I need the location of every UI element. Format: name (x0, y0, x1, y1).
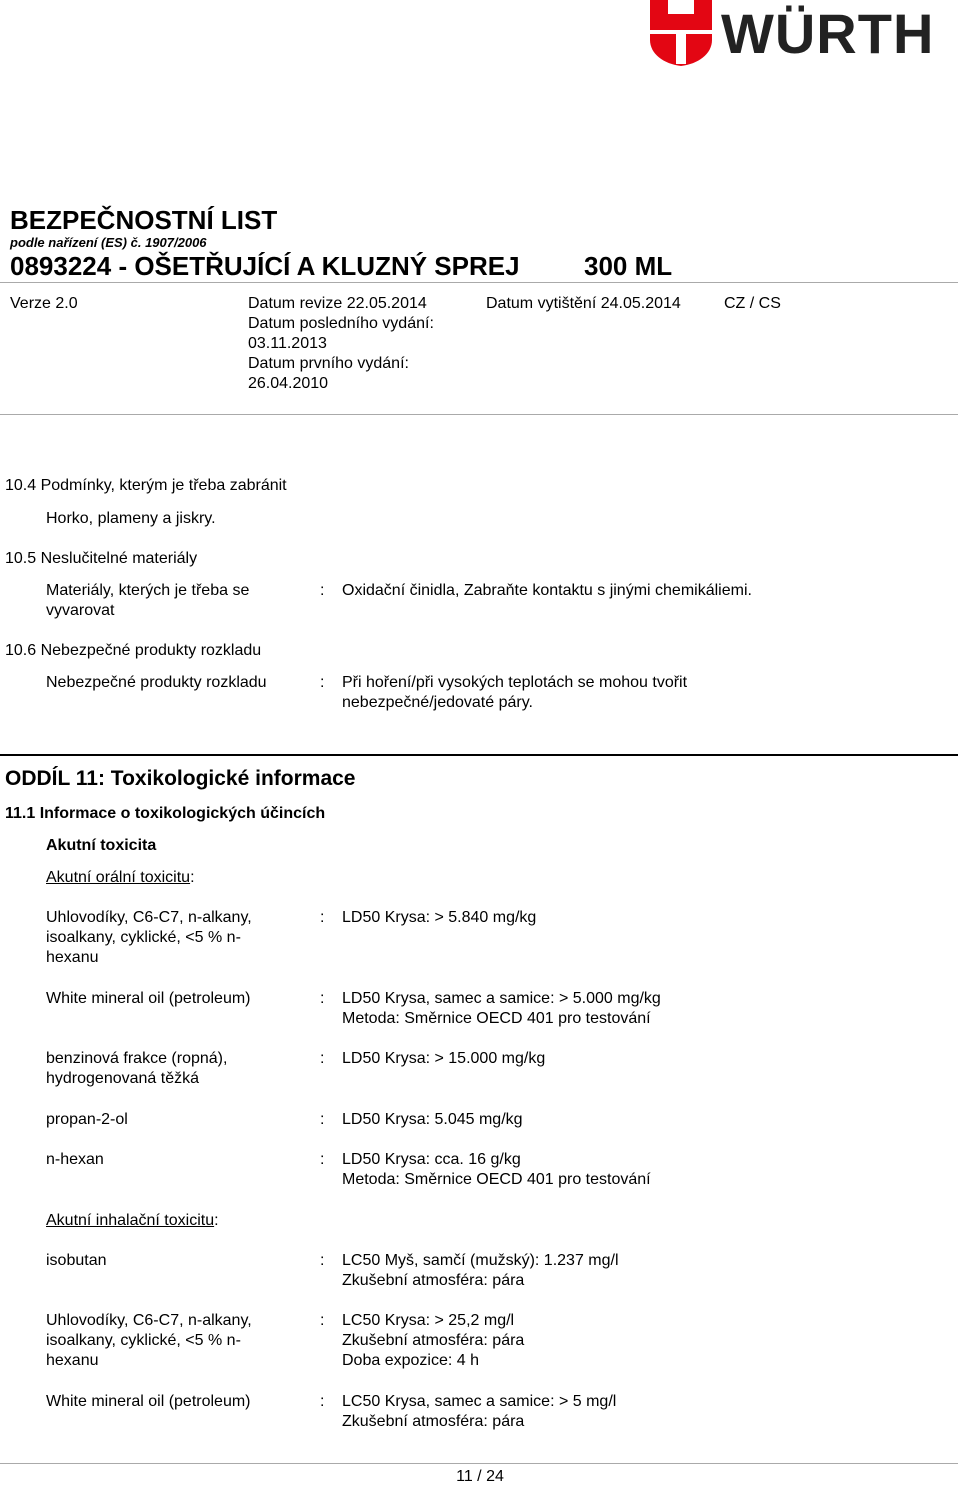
section-10-5-value: Oxidační činidla, Zabraňte kontaktu s jinými chemikáliemi. (342, 582, 752, 599)
product-name: 0893224 - OŠETŘUJÍCÍ A KLUZNÝ SPREJ (10, 251, 520, 281)
section-10-4-text: Horko, plameny a jiskry. (46, 510, 216, 527)
section-10-6-value: Při hoření/při vysokých teplotách se mohou tvořit nebezpečné/jedovaté páry. (342, 674, 688, 711)
inhal-row-3-label: White mineral oil (petroleum) (46, 1393, 251, 1410)
oral-row-1-value: LD50 Krysa: > 5.840 mg/kg (342, 909, 537, 926)
section-10-6-heading: 10.6 Nebezpečné produkty rozkladu (5, 642, 262, 659)
inhal-row-1-value: LC50 Myš, samčí (mužský): 1.237 mg/l Zkušební atmosféra: pára (342, 1252, 619, 1289)
revision-dates (248, 294, 478, 394)
revision-date: Datum revize 22.05.2014 (248, 295, 427, 312)
oral-row-1-colon: : (320, 909, 325, 926)
document-subtitle: podle nařízení (ES) č. 1907/2006 (10, 235, 207, 250)
document-title: BEZPEČNOSTNÍ LIST (10, 205, 278, 235)
inhal-row-2-label: Uhlovodíky, C6-C7, n-alkany, isoalkany, cyklické, <5 % n- hexanu (46, 1312, 252, 1369)
section-10-6-colon: : (320, 674, 325, 691)
section-10-5-label: Materiály, kterých je třeba se vyvarovat (46, 582, 250, 619)
inhal-row-3-value: LC50 Krysa, samec a samice: > 5 mg/l Zkušební atmosféra: pára (342, 1393, 617, 1430)
section-11-title: ODDÍL 11: Toxikologické informace (5, 767, 356, 790)
header-rule-top (0, 282, 958, 283)
oral-row-5-label: n-hexan (46, 1151, 104, 1168)
inhalation-toxicity-heading: Akutní inhalační toxicitu: (46, 1212, 219, 1229)
oral-row-3-label: benzinová frakce (ropná), hydrogenovaná těžká (46, 1050, 228, 1087)
section-10-5-colon: : (320, 582, 325, 599)
oral-row-2-colon: : (320, 990, 325, 1007)
oral-row-5-colon: : (320, 1151, 325, 1168)
wurth-logo (648, 0, 960, 70)
section-10-5-heading: 10.5 Neslučitelné materiály (5, 550, 198, 567)
first-issue-date: 26.04.2010 (248, 375, 329, 392)
acute-toxicity-heading: Akutní toxicita (46, 837, 157, 854)
inhal-row-2-colon: : (320, 1312, 325, 1329)
inhal-row-2-value: LC50 Krysa: > 25,2 mg/l Zkušební atmosféra: pára Doba expozice: 4 h (342, 1312, 525, 1369)
wurth-logo-mark-icon (648, 0, 714, 66)
section-10-4-heading: 10.4 Podmínky, kterým je třeba zabránit (5, 477, 287, 494)
oral-row-4-label: propan-2-ol (46, 1111, 128, 1128)
last-issue-label: Datum posledního vydání: (248, 315, 434, 332)
inhal-row-3-colon: : (320, 1393, 325, 1410)
oral-row-2-label: White mineral oil (petroleum) (46, 990, 251, 1007)
section-10-6-label: Nebezpečné produkty rozkladu (46, 674, 267, 691)
first-issue-label: Datum prvního vydání: (248, 355, 409, 372)
section-11-1-heading: 11.1 Informace o toxikologických účincích (5, 805, 326, 822)
header-rule-bottom (0, 414, 958, 415)
oral-row-4-colon: : (320, 1111, 325, 1128)
oral-row-3-value: LD50 Krysa: > 15.000 mg/kg (342, 1050, 546, 1067)
section-11-rule (0, 754, 958, 756)
oral-toxicity-heading: Akutní orální toxicitu: (46, 869, 195, 886)
version: Verze 2.0 (10, 295, 78, 312)
oral-row-4-value: LD50 Krysa: 5.045 mg/kg (342, 1111, 523, 1128)
product-size: 300 ML (584, 251, 673, 281)
inhal-row-1-colon: : (320, 1252, 325, 1269)
last-issue-date: 03.11.2013 (248, 335, 327, 352)
locale: CZ / CS (724, 295, 781, 312)
wurth-logo-text: WÜRTH (721, 2, 935, 65)
inhal-row-1-label: isobutan (46, 1252, 107, 1269)
oral-row-5-value: LD50 Krysa: cca. 16 g/kg Metoda: Směrnice OECD 401 pro testování (342, 1151, 651, 1188)
oral-row-2-value: LD50 Krysa, samec a samice: > 5.000 mg/kg Metoda: Směrnice OECD 401 pro testování (342, 990, 661, 1027)
print-date: Datum vytištění 24.05.2014 (486, 295, 681, 312)
oral-row-1-label: Uhlovodíky, C6-C7, n-alkany, isoalkany, cyklické, <5 % n- hexanu (46, 909, 252, 966)
oral-row-3-colon: : (320, 1050, 325, 1067)
page-number: 11 / 24 (456, 1468, 504, 1485)
footer-rule (0, 1463, 958, 1464)
